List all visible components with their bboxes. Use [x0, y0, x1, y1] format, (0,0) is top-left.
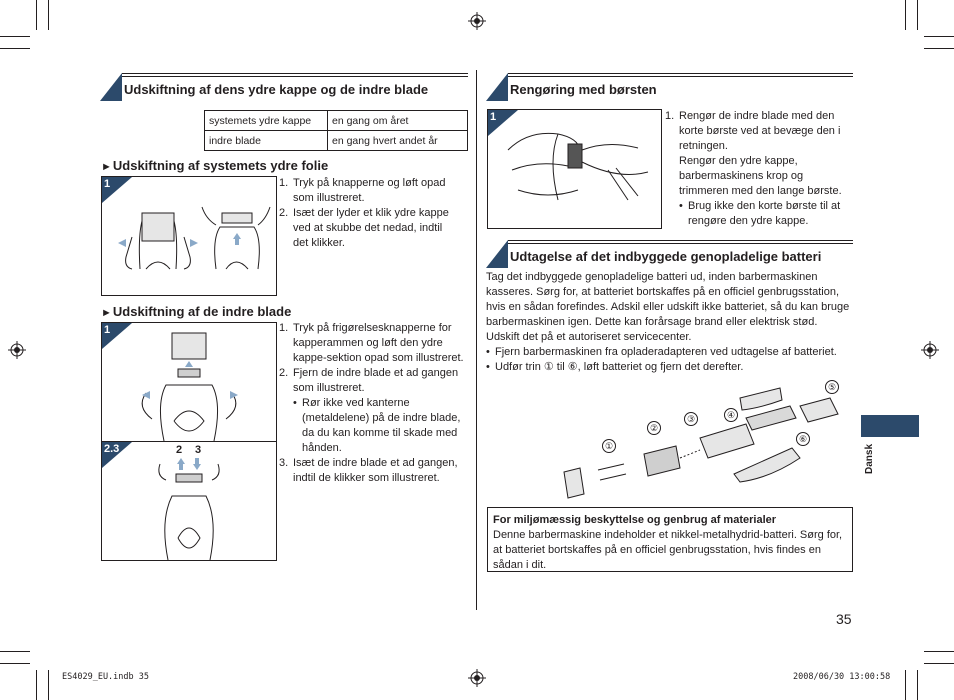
- arrow-right-icon: ►: [101, 307, 112, 319]
- bullet-text: Udfør trin ① til ⑥, løft batteriet og fjern det derefter.: [495, 361, 744, 373]
- bullet-icon: •: [293, 397, 297, 409]
- section-header-brush: [486, 73, 853, 101]
- section-title: Rengøring med børsten: [510, 82, 657, 97]
- bullet-item: [679, 199, 847, 229]
- registration-mark-icon: [921, 341, 939, 359]
- step-number: 1.: [279, 177, 289, 189]
- step-item: [279, 366, 465, 456]
- notice-heading: For miljømæssig beskyttelse og genbrug af materialer: [493, 514, 777, 526]
- table-row: [205, 111, 468, 131]
- subheading-text: Udskiftning af de indre blade: [112, 304, 292, 319]
- shaver-foil-illustration: [102, 177, 276, 295]
- language-tab-label: Dansk: [864, 443, 875, 474]
- table-cell: systemets ydre kappe: [205, 111, 328, 131]
- paragraph-text: Tag det indbyggede genopladelige batteri ud, inden barbermaskinen kasseres. Sørg for, at batteriet bortskaffes på en officiel genbrugsstation, hvis en sådan forefindes. Adskil eller udskift ikke batteriet, så du kan bruge barbermaskinen igen. Dette kan forårsage brand eller elektrisk stød. Udskift det på et autoriseret servicecenter.: [486, 271, 850, 343]
- shaver-blade-illustration: [102, 323, 276, 441]
- shaver-blade-insert-illustration: [102, 442, 276, 560]
- section-header-battery: [486, 240, 853, 268]
- figure-foil-replacement: [101, 176, 277, 296]
- step-number: 2.: [279, 207, 289, 219]
- registration-mark-icon: [468, 12, 486, 30]
- crop-mark: [0, 36, 30, 37]
- crop-mark: [924, 663, 954, 664]
- step-item: [279, 206, 459, 251]
- step-text: Isæt der lyder et klik ydre kappe ved at skubbe det nedad, indtil det klikker.: [293, 207, 449, 249]
- battery-paragraph: [486, 270, 851, 375]
- bullet-text: Brug ikke den korte børste til at rengøre den ydre kappe.: [688, 200, 841, 227]
- step-text: Tryk på frigørelsesknapperne for kapperammen og løft den ydre kappe-sektion opad som illustreret.: [293, 322, 464, 364]
- step-number: 1: [104, 178, 111, 190]
- step-label: 3: [195, 444, 202, 456]
- step-number: 1: [490, 111, 497, 123]
- page-number: 35: [836, 611, 852, 627]
- step-number: 1.: [279, 322, 289, 334]
- divider: [508, 240, 853, 241]
- bullet-item: [486, 345, 851, 360]
- bullet-icon: •: [486, 346, 490, 358]
- table-cell: indre blade: [205, 131, 328, 151]
- arrow-right-icon: ►: [101, 161, 112, 173]
- footer-file-info: ES4029_EU.indb 35: [62, 672, 149, 682]
- crop-mark: [924, 651, 954, 652]
- subheading-foil: [101, 158, 328, 173]
- divider: [508, 73, 853, 74]
- step-text: Tryk på knapperne og løft opad som illustreret.: [293, 177, 446, 204]
- step-marker-2: ②: [647, 421, 661, 435]
- bullet-text: Fjern barbermaskinen fra opladeradapteren ved udtagelse af batteriet.: [495, 346, 837, 358]
- step-item: [279, 176, 459, 206]
- divider: [508, 76, 853, 77]
- crop-mark: [917, 670, 918, 700]
- bullet-icon: •: [679, 200, 683, 212]
- step-marker-4: ④: [724, 408, 738, 422]
- crop-mark: [924, 48, 954, 49]
- notice-text: Denne barbermaskine indeholder et nikkel-metalhydrid-batteri. Sørg for, at batteriet bortskaffes på en officiel genbrugsstation, hvis findes en sådan i dit.: [493, 529, 843, 571]
- bullet-item: [486, 360, 851, 375]
- subheading-text: Udskiftning af systemets ydre folie: [112, 158, 329, 173]
- section-corner-icon: [100, 73, 122, 101]
- section-title: Udtagelse af det indbyggede genopladelige batteri: [510, 249, 822, 264]
- step-number: 2.3: [104, 443, 120, 455]
- language-tab-marker: [861, 415, 919, 437]
- figure-blade-removal: [101, 322, 277, 442]
- environment-notice-box: [487, 507, 853, 572]
- figure-brush-cleaning: [487, 109, 662, 229]
- crop-mark: [905, 670, 906, 700]
- crop-mark: [36, 0, 37, 30]
- table-row: [205, 131, 468, 151]
- step-item: [279, 321, 465, 366]
- table-cell: en gang om året: [328, 111, 468, 131]
- replacement-schedule-table: [204, 110, 468, 151]
- divider: [122, 73, 468, 74]
- registration-mark-icon: [8, 341, 26, 359]
- step-marker-6: ⑥: [796, 432, 810, 446]
- divider: [122, 76, 468, 77]
- bullet-text: Rør ikke ved kanterne (metaldelene) på de indre blade, da du kan komme til skade med hånden.: [302, 397, 461, 454]
- crop-mark: [924, 36, 954, 37]
- figure-blade-steps: [101, 441, 277, 561]
- step-text: Fjern de indre blade et ad gangen som illustreret.: [293, 367, 459, 394]
- section-corner-icon: [486, 240, 508, 268]
- crop-mark: [48, 670, 49, 700]
- crop-mark: [0, 48, 30, 49]
- footer-timestamp: 2008/06/30 13:00:58: [793, 672, 891, 682]
- step-number: 1.: [665, 110, 675, 122]
- crop-mark: [0, 663, 30, 664]
- section-title: Udskiftning af dens ydre kappe og de indre blade: [124, 82, 429, 97]
- column-divider: [476, 70, 477, 610]
- registration-mark-icon: [468, 669, 486, 687]
- step-marker-5: ⑤: [825, 380, 839, 394]
- brush-cleaning-illustration: [488, 110, 661, 228]
- divider: [508, 243, 853, 244]
- step-text: Rengør den ydre kappe, barbermaskinens krop og trimmeren med den lange børste.: [679, 155, 842, 197]
- step-text: Isæt de indre blade et ad gangen, indtil de klikker som illustreret.: [293, 457, 458, 484]
- blade-steps: [279, 321, 465, 486]
- step-marker-3: ③: [684, 412, 698, 426]
- step-number: 2.: [279, 367, 289, 379]
- step-marker-1: ①: [602, 439, 616, 453]
- crop-mark: [48, 0, 49, 30]
- bullet-item: [293, 396, 465, 456]
- step-text: Rengør de indre blade med den korte børste ved at bevæge den i retningen.: [679, 110, 841, 152]
- subheading-blades: [101, 304, 291, 319]
- section-header-replacement: [100, 73, 468, 101]
- brush-steps: [665, 109, 847, 229]
- step-number: 1: [104, 324, 111, 336]
- crop-mark: [917, 0, 918, 30]
- table-cell: en gang hvert andet år: [328, 131, 468, 151]
- step-item: [665, 109, 847, 229]
- step-label: 2: [176, 444, 183, 456]
- crop-mark: [36, 670, 37, 700]
- section-corner-icon: [486, 73, 508, 101]
- step-item: [279, 456, 465, 486]
- crop-mark: [0, 651, 30, 652]
- foil-steps: [279, 176, 459, 251]
- bullet-icon: •: [486, 361, 490, 373]
- crop-mark: [905, 0, 906, 30]
- step-number: 3.: [279, 457, 289, 469]
